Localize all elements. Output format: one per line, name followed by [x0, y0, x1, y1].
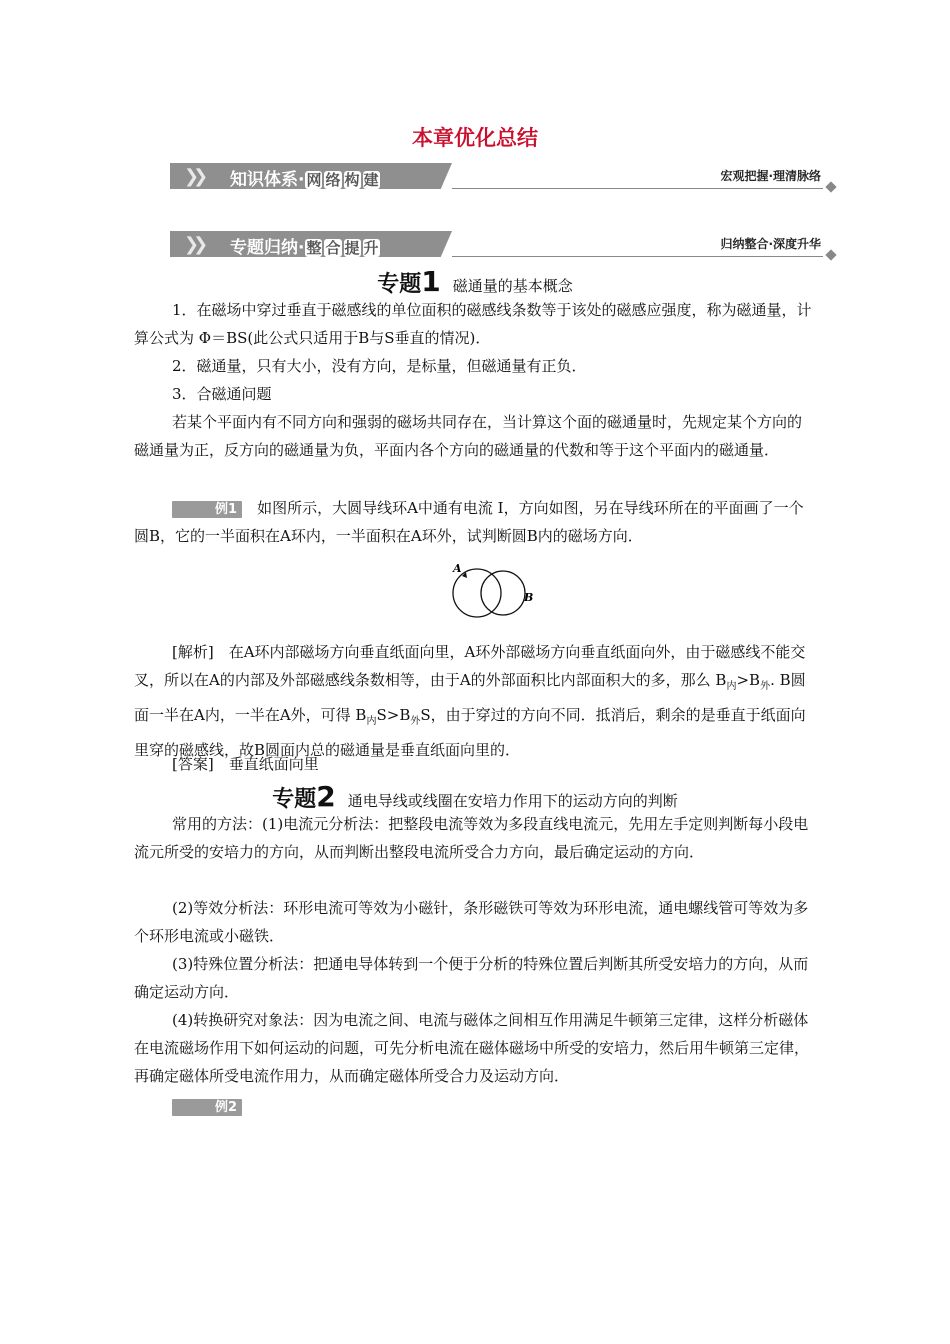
paragraph: 2．磁通量，只有大小，没有方向，是标量，但磁通量有正负．	[172, 357, 587, 375]
section-banner-topics	[170, 231, 835, 261]
banner-heading: 知识体系· 网 络 构 建	[230, 170, 379, 190]
diamond-icon	[825, 181, 836, 192]
double-chevron-icon: ❯❯	[184, 234, 203, 255]
banner-heading: 专题归纳· 整 合 提 升	[230, 238, 379, 258]
example-badge: 例1	[172, 501, 242, 518]
paragraph: 常用的方法：(1)电流元分析法：把整段电流等效为多段直线电流元，先用左手定则判断每小段电流元所受的安培力的方向，从而判断出整段电流所受合力方向，最后确定运动的方向．	[134, 815, 809, 861]
banner-rule	[452, 188, 823, 189]
analysis-paragraph: [解析] 在A环内部磁场方向垂直纸面向里，A环外部磁场方向垂直纸面向外，由于磁感线不能交叉，所以在A的内部及外部磁感线条数相等，由于A的外部面积比内部面积大的多，那么 $B_内>B_外$. B圆面一半在A内，一半在A外，可得 $B_内S>B_外S$，由于穿过的方向不同．抵消后，剩余的是垂直于纸面向里穿的磁感线，故B圆面内总的磁通量是垂直纸面向里的．	[134, 643, 806, 759]
answer-line: [答案] 垂直纸面向里	[172, 755, 319, 773]
diamond-icon	[825, 249, 836, 260]
paragraph: (3)特殊位置分析法：把通电导体转到一个便于分析的特殊位置后判断其所受安培力的方向，从而确定运动方向．	[134, 955, 809, 1001]
circles-figure	[440, 560, 540, 630]
example-badge: 例2	[172, 1099, 242, 1116]
paragraph: (4)转换研究对象法：因为电流之间、电流与磁体之间相互作用满足牛顿第三定律，这样分析磁体在电流磁场作用下如何运动的问题，可先分析电流在磁体磁场中所受的安培力，然后用牛顿第三定律，再确定磁体所受电流作用力，从而确定磁体所受合力及运动方向．	[134, 1011, 810, 1085]
paragraph: 1．在磁场中穿过垂直于磁感线的单位面积的磁感线条数等于该处的磁感应强度，称为磁通量，计算公式为 Φ＝BS(此公式只适用于B与S垂直的情况)．	[134, 301, 812, 347]
circle-a	[453, 569, 501, 617]
label-a: A	[453, 562, 462, 575]
paragraph: 3．合磁通问题	[172, 385, 272, 403]
example-2	[134, 1092, 816, 1120]
page-title: 本章优化总结	[412, 126, 538, 150]
section-banner-knowledge	[170, 163, 835, 193]
banner-tagline: 宏观把握·理清脉络	[720, 169, 821, 183]
banner-rule	[452, 256, 823, 257]
topic-heading-1: 专题1 磁通量的基本概念	[377, 265, 573, 298]
paragraph: (2)等效分析法：环形电流可等效为小磁针，条形磁铁可等效为环形电流，通电螺线管可等效为多个环形电流或小磁铁．	[134, 899, 809, 945]
paragraph: 若某个平面内有不同方向和强弱的磁场共同存在，当计算这个面的磁通量时，先规定某个方向的磁通量为正，反方向的磁通量为负，平面内各个方向的磁通量的代数和等于这个平面内的磁通量．	[134, 413, 803, 459]
double-chevron-icon: ❯❯	[184, 166, 203, 187]
label-b: B	[524, 591, 534, 604]
topic-heading-2: 专题2 通电导线或线圈在安培力作用下的运动方向的判断	[272, 780, 678, 813]
example-1: 例1 如图所示，大圆导线环A中通有电流 I，方向如图，另在导线环所在的平面画了一个圆B，它的一半面积在A环内，一半面积在A环外，试判断圆B内的磁场方向．	[134, 499, 804, 545]
banner-tagline: 归纳整合·深度升华	[720, 237, 821, 251]
circle-b	[481, 571, 525, 615]
